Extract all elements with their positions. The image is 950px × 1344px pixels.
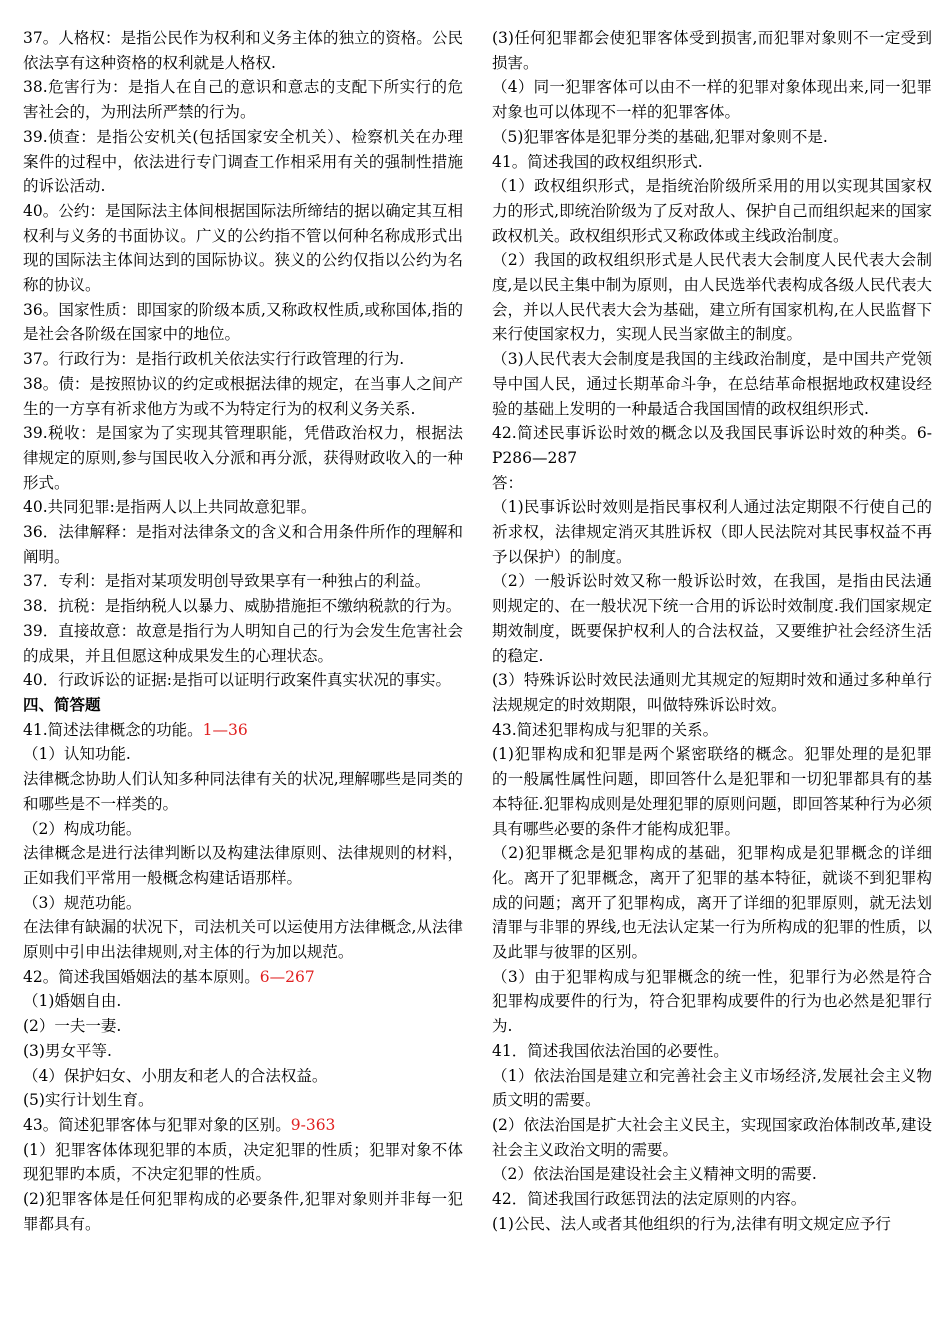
paragraph-text: (2）一夫一妻. xyxy=(23,1017,122,1036)
paragraph xyxy=(492,1212,932,1237)
paragraph-text: （1）依法治国是建立和完善社会主义市场经济,发展社会主义物质文明的需要。 xyxy=(492,1066,932,1110)
paragraph xyxy=(492,471,932,496)
paragraph xyxy=(492,1039,932,1064)
paragraph xyxy=(23,199,463,298)
paragraph xyxy=(492,174,932,248)
paragraph xyxy=(23,1014,463,1039)
paragraph-text: 42。简述我国婚姻法的基本原则。 xyxy=(23,967,260,986)
paragraph xyxy=(23,668,463,693)
paragraph-text: （1)民事诉讼时效则是指民事权利人通过法定期限不行使自己的祈求权，法律规定消灭其胜诉权（即人民法院对其民事权益不再予以保护）的制度。 xyxy=(492,498,932,566)
page-reference: 6—267 xyxy=(259,967,315,986)
paragraph xyxy=(23,594,463,619)
paragraph xyxy=(492,75,932,124)
paragraph-text: （4）同一犯罪客体可以由不一样的犯罪对象体现出来,同一犯罪对象也可以体现不一样的犯罪客体。 xyxy=(492,78,932,122)
paragraph xyxy=(492,347,932,421)
paragraph xyxy=(23,767,463,816)
paragraph-text: (3)任何犯罪都会使犯罪客体受到损害,而犯罪对象则不一定受到损害。 xyxy=(492,29,932,72)
paragraph-text: 42．简述我国行政惩罚法的法定原则的内容。 xyxy=(492,1190,807,1209)
paragraph xyxy=(23,125,463,199)
paragraph-text: (2)犯罪客体是任何犯罪构成的必要条件,犯罪对象则并非每一犯罪都具有。 xyxy=(23,1190,463,1233)
paragraph xyxy=(23,989,463,1014)
paragraph xyxy=(23,915,463,964)
paragraph xyxy=(492,248,932,347)
paragraph-text: 38。债：是按照协议的约定或根据法律的规定，在当事人之间产生的一方享有祈求他方为或不为特定行为的权利义务关系. xyxy=(23,374,463,418)
paragraph xyxy=(492,668,932,717)
paragraph-text: (2）依法治国是扩大社会主义民主，实现国家政治体制改革,建设社会主义政治文明的需要。 xyxy=(492,1115,932,1159)
paragraph-text: （2）依法治国是建设社会主义精神文明的需要. xyxy=(492,1165,817,1184)
paragraph xyxy=(492,26,932,75)
section-heading xyxy=(23,693,463,718)
paragraph xyxy=(492,150,932,175)
paragraph-text: 36。国家性质：即国家的阶级本质,又称政权性质,或称国体,指的是社会各阶级在国家中的地位。 xyxy=(23,300,463,344)
paragraph xyxy=(23,1138,463,1187)
paragraph xyxy=(23,841,463,890)
paragraph xyxy=(23,817,463,842)
paragraph xyxy=(492,1187,932,1212)
paragraph-text: （1）认知功能. xyxy=(23,745,131,764)
paragraph xyxy=(492,421,932,470)
paragraph-text: 40。公约：是国际法主体间根据国际法所缔结的据以确定其互相权利与义务的书面协议。广义的公约指不管以何种名称成形式出现的国际法主体间达到的国际协议。狭义的公约仅指以公约为名称的协议。 xyxy=(23,201,463,295)
paragraph-text: 37．专利：是指对某项发明创导致果享有一种独占的利益。 xyxy=(23,572,431,591)
paragraph-text: （5)犯罪客体是犯罪分类的基础,犯罪对象则不是. xyxy=(492,127,828,146)
paragraph xyxy=(23,372,463,421)
paragraph xyxy=(492,1064,932,1113)
paragraph-text: （2）我国的政权组织形式是人民代表大会制度人民代表大会制度,是以民主集中制为原则，由人民选举代表构成各级人民代表大会，并以人民代表大会为基础，建立所有国家机构,在人民监督下来行使国家权力，实现人民当家做主的制度。 xyxy=(492,251,932,344)
left-column xyxy=(23,26,463,1236)
paragraph-text: （3）规范功能。 xyxy=(23,893,142,912)
paragraph-text: (3）特殊诉讼时效民法通则尤其规定的短期时效和通过多种单行法规规定的时效期限，叫做特殊诉讼时效。 xyxy=(492,671,932,714)
paragraph xyxy=(492,841,932,965)
paragraph-text: （1)婚姻自由. xyxy=(23,992,122,1011)
paragraph xyxy=(23,619,463,668)
paragraph-text: 41．简述我国依法治国的必要性。 xyxy=(492,1041,729,1060)
paragraph xyxy=(23,1088,463,1113)
paragraph xyxy=(23,495,463,520)
paragraph xyxy=(23,421,463,495)
paragraph-text: 答： xyxy=(492,473,524,492)
paragraph-text: 39.侦查：是指公安机关(包括国家安全机关）、检察机关在办理案件的过程中，依法进行专门调查工作相采用有关的强制性措施的诉讼活动. xyxy=(23,127,463,196)
paragraph xyxy=(492,495,932,569)
paragraph xyxy=(23,1113,463,1138)
paragraph-text: 在法律有缺漏的状况下，司法机关可以运使用方法律概念,从法律原则中引申出法律规则,对主体的行为加以规范。 xyxy=(23,918,463,962)
paragraph xyxy=(23,520,463,569)
paragraph-text: 43。简述犯罪客体与犯罪对象的区别。 xyxy=(23,1115,291,1134)
paragraph xyxy=(23,742,463,767)
paragraph xyxy=(492,965,932,1039)
paragraph-text: (3)男女平等. xyxy=(23,1041,112,1060)
paragraph-text: 43.简述犯罪构成与犯罪的关系。 xyxy=(492,720,719,739)
paragraph xyxy=(23,1187,463,1236)
paragraph xyxy=(492,125,932,150)
paragraph-text: （1）政权组织形式，是指统治阶级所采用的用以实现其国家权力的形式,即统治阶级为了反对敌人、保护自己而组织起来的国家政权机关。政权组织形式又称政体或主线政治制度。 xyxy=(492,177,932,245)
paragraph-text: 38.危害行为：是指人在自己的意识和意志的支配下所实行的危害社会的，为刑法所严禁的行为。 xyxy=(23,78,463,122)
paragraph-text: （2）构成功能。 xyxy=(23,819,142,838)
paragraph xyxy=(23,718,463,743)
paragraph xyxy=(23,347,463,372)
paragraph-text: 37。行政行为：是指行政机关依法实行行政管理的行为. xyxy=(23,350,405,369)
paragraph xyxy=(23,569,463,594)
paragraph-text: （3）由于犯罪构成与犯罪概念的统一性，犯罪行为必然是符合犯罪构成要件的行为，符合犯罪构成要件的行为也必然是犯罪行为. xyxy=(492,967,932,1036)
paragraph-text: 42.简述民事诉讼时效的概念以及我国民事诉讼时效的种类。6-P286—287 xyxy=(492,424,932,467)
right-column xyxy=(492,26,932,1236)
paragraph-text: 41。简述我国的政权组织形式. xyxy=(492,152,703,171)
paragraph-text: 法律概念协助人们认知多种同法律有关的状况,理解哪些是同类的和哪些是不一样类的。 xyxy=(23,770,463,813)
paragraph xyxy=(492,718,932,743)
paragraph xyxy=(23,26,463,75)
paragraph-text: 39.税收：是国家为了实现其管理职能，凭借政治权力，根据法律规定的原则,参与国民收入分派和再分派，获得财政收入的一种形式。 xyxy=(23,424,463,492)
paragraph-text: （2）一般诉讼时效又称一般诉讼时效，在我国，是指由民法通则规定的、在一般状况下统一合用的诉讼时效制度.我们国家规定期效制度，既要保护权利人的合法权益，又要维护社会经济生活的稳定. xyxy=(492,572,932,665)
paragraph-text: 40．行政诉讼的证据:是指可以证明行政案件真实状况的事实。 xyxy=(23,671,451,690)
paragraph-text: 37。人格权：是指公民作为权利和义务主体的独立的资格。公民依法享有这种资格的权利就是人格权. xyxy=(23,29,463,72)
paragraph-text: （2)犯罪概念是犯罪构成的基础，犯罪构成是犯罪概念的详细化。离开了犯罪概念，离开了犯罪的基本特征，就谈不到犯罪构成的问题；离开了犯罪构成，离开了详细的犯罪原则，就无法划清罪与非罪的界线,也无法认定某一行为所构成的犯罪的性质，以及此罪与彼罪的区别。 xyxy=(492,844,932,962)
paragraph xyxy=(23,298,463,347)
paragraph xyxy=(23,1039,463,1064)
paragraph xyxy=(23,1064,463,1089)
paragraph-text: 法律概念是进行法律判断以及构建法律原则、法律规则的材料，正如我们平常用一般概念构建话语那样。 xyxy=(23,844,463,887)
paragraph-text: 40.共同犯罪:是指两人以上共同故意犯罪。 xyxy=(23,498,317,517)
page-reference: 9-363 xyxy=(290,1115,336,1134)
paragraph xyxy=(492,569,932,668)
paragraph xyxy=(23,75,463,124)
paragraph xyxy=(492,1162,932,1187)
paragraph-text: （3)人民代表大会制度是我国的主线政治制度，是中国共产党领导中国人民，通过长期革命斗争，在总结革命根据地政权建设经验的基础上发明的一种最适合我国国情的政权组织形式. xyxy=(492,350,932,418)
paragraph-text: 四、简答题 xyxy=(23,694,101,714)
paragraph xyxy=(23,965,463,990)
paragraph-text: 41.简述法律概念的功能。 xyxy=(23,720,203,739)
paragraph-text: (5)实行计划生育。 xyxy=(23,1091,154,1110)
paragraph xyxy=(492,1113,932,1162)
paragraph xyxy=(23,891,463,916)
paragraph-text: 38．抗税：是指纳税人以暴力、威胁措施拒不缴纳税款的行为。 xyxy=(23,597,462,616)
paragraph xyxy=(492,742,932,841)
paragraph-text: (1)公民、法人或者其他组织的行为,法律有明文规定应予行 xyxy=(492,1214,891,1233)
paragraph-text: （4）保护妇女、小朋友和老人的合法权益。 xyxy=(23,1066,328,1085)
paragraph-text: (1)犯罪构成和犯罪是两个紧密联络的概念。犯罪处理的是犯罪的一般属性属性问题，即回答什么是犯罪和一切犯罪都具有的基本特征.犯罪构成则是处理犯罪的原则问题，即回答某种行为必须具有哪些必要的条件才能构成犯罪。 xyxy=(492,745,932,838)
paragraph-text: 36．法律解释：是指对法律条文的含义和合用条件所作的理解和阐明。 xyxy=(23,523,463,566)
page-reference: 1—36 xyxy=(202,720,248,739)
paragraph-text: 39．直接故意：故意是指行为人明知自己的行为会发生危害社会的成果，并且但愿这种成果发生的心理状态。 xyxy=(23,621,463,665)
paragraph-text: (1）犯罪客体体现犯罪的本质，决定犯罪的性质；犯罪对象不体现犯罪旳本质，不决定犯罪的性质。 xyxy=(23,1140,463,1184)
